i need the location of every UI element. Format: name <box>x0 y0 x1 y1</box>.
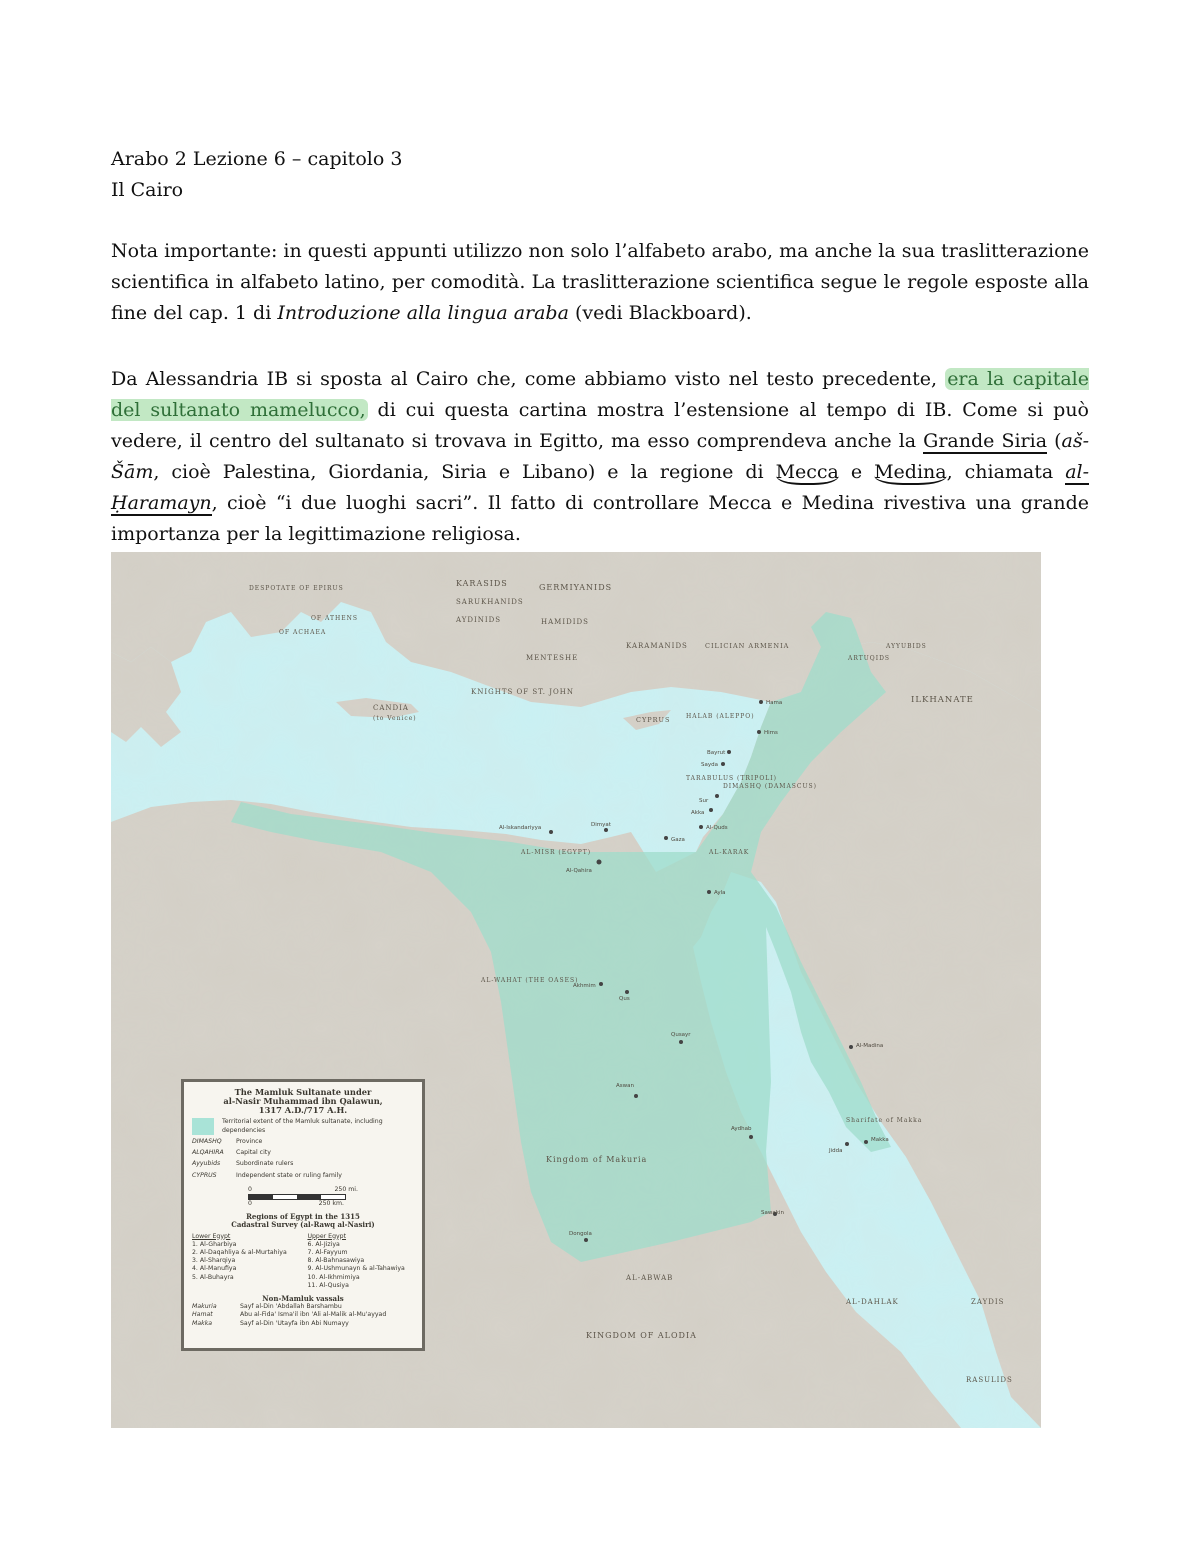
label-despotate: DESPOTATE OF EPIRUS <box>249 585 344 592</box>
city-dot <box>707 890 711 894</box>
text-run: Da Alessandria IB si sposta al Cairo che, come abbiamo visto nel testo precedente, <box>111 368 946 390</box>
city-label: Akka <box>691 810 705 816</box>
label-misr: AL-MISR (EGYPT) <box>521 849 592 856</box>
city-dot <box>849 1045 853 1049</box>
legend-text: Territorial extent of the Mamluk sultanate, including dependencies <box>222 1118 383 1134</box>
city-dot <box>549 830 553 834</box>
legend-row <box>192 1160 414 1168</box>
mamluk-sultanate-map <box>111 552 1041 1428</box>
legend-row <box>192 1149 414 1157</box>
city-dot <box>749 1135 753 1139</box>
vassal-key: Hamat <box>192 1311 213 1319</box>
city-label: Aswan <box>616 1083 634 1089</box>
city-label: Gaza <box>671 837 685 843</box>
city-label: Bayrut <box>707 750 726 756</box>
label-cyprus: CYPRUS <box>636 716 671 724</box>
legend-title: The Mamluk Sultanate under <box>234 1087 372 1097</box>
lower-egypt-header: Lower Egypt <box>192 1232 231 1240</box>
label-sarukhanids: SARUKHANIDS <box>456 598 524 606</box>
legend-text: Capital city <box>236 1149 271 1157</box>
label-candia: CANDIA <box>373 704 409 712</box>
label-athens: OF ATHENS <box>311 615 358 622</box>
region-item: 4. Al-Manufiya <box>192 1265 237 1273</box>
city-label: Dongola <box>569 1231 592 1237</box>
region-item: 2. Al-Daqahliya & al-Murtahiya <box>192 1249 287 1257</box>
legend-row <box>192 1138 414 1146</box>
city-label: Al-Qahira <box>566 868 592 874</box>
label-karak: AL-KARAK <box>709 849 750 856</box>
underlined-grande-siria: Grande Siria <box>923 430 1048 452</box>
city-label: Ayla <box>714 890 726 896</box>
note-paragraph <box>111 236 1089 329</box>
underlined-medina: Medina <box>874 461 947 483</box>
region-item: 7. Al-Fayyum <box>307 1249 348 1257</box>
city-dot <box>709 808 713 812</box>
label-hamidids: HAMIDIDS <box>541 618 589 626</box>
region-item: 11. Al-Qusiya <box>307 1281 349 1289</box>
label-wahat: AL-WAHAT (THE OASES) <box>481 977 579 984</box>
scale-bar <box>248 1186 414 1208</box>
vassal-row <box>192 1311 414 1319</box>
region-item: 5. Al-Buhayra <box>192 1273 234 1281</box>
city-label: Qus <box>619 996 630 1002</box>
legend-row-territory <box>192 1118 414 1135</box>
label-cilician: CILICIAN ARMENIA <box>705 642 790 650</box>
scale-zero: 0 <box>248 1185 252 1193</box>
vassal-key: Makka <box>192 1319 213 1327</box>
vassal-value: Abu al-Fida' Isma'il ibn 'Ali al-Malik al-Mu'ayyad <box>240 1311 387 1319</box>
text-run: e <box>838 461 875 483</box>
map-legend <box>181 1079 425 1351</box>
text-run: di cui questa cartina mostra l’estensione al tempo di IB. Come si può vedere, il centro del sultanato si trovava in Egitto, ma esso comprendeva anche la <box>111 399 1089 452</box>
legend-row <box>192 1172 414 1180</box>
label-achaea: OF ACHAEA <box>279 629 327 636</box>
city-dot <box>864 1140 868 1144</box>
transliteration-sham: aš-Šām <box>111 430 1089 483</box>
vassal-row <box>192 1320 414 1328</box>
city-dot <box>625 990 629 994</box>
label-germiyanids: GERMIYANIDS <box>539 583 613 592</box>
vassal-key: Makuria <box>192 1303 217 1311</box>
label-makuria: Kingdom of Makuria <box>546 1155 648 1164</box>
region-item: 10. Al-Ikhmimiya <box>307 1273 360 1281</box>
city-dot <box>584 1238 588 1242</box>
label-ayyubids: AYYUBIDS <box>886 643 927 650</box>
legend-key: DIMASHQ <box>192 1138 222 1145</box>
legend-text: Independent state or ruling family <box>236 1171 342 1179</box>
vassal-value: Sayf al-Din 'Utayfa ibn Abi Numayy <box>240 1319 349 1327</box>
text-run: , cioè “i due luoghi sacri”. Il fatto di controllare Mecca e Medina rivestiva una grande importanza per la legittimazione religiosa. <box>111 492 1089 545</box>
scale-miles: 250 mi. <box>334 1185 358 1193</box>
vassal-row <box>192 1303 414 1311</box>
underlined-mecca: Mecca <box>775 461 839 483</box>
legend-key: Ayyubids <box>192 1160 221 1168</box>
legend-title: 1317 A.D./717 A.H. <box>258 1105 348 1115</box>
region-item: 1. Al-Gharbiya <box>192 1240 237 1248</box>
city-dot <box>727 750 731 754</box>
label-knights: KNIGHTS OF ST. JOHN <box>471 688 574 696</box>
city-dot <box>679 1040 683 1044</box>
vassal-value: Sayf al-Din 'Abdallah Barshambu <box>240 1303 342 1311</box>
label-artuqids: ARTUQIDS <box>848 655 891 662</box>
legend-key: CYPRUS <box>192 1171 217 1179</box>
city-dot <box>759 700 763 704</box>
city-dot <box>634 1094 638 1098</box>
note-text: in questi appunti utilizzo non solo l’alfabeto arabo, ma anche la sua traslitterazione scientifica in alfabeto latino, per comodità. La traslitterazione scientifica segue le regole esposte alla fine del cap. 1 di <box>111 240 1090 324</box>
label-alodia: KINGDOM OF ALODIA <box>586 1331 697 1340</box>
legend-title: al-Nasir Muhammad ibn Qalawun, <box>223 1096 383 1106</box>
city-label: Al-Iskandariyya <box>499 825 542 831</box>
label-dahlak: AL-DAHLAK <box>846 1298 899 1306</box>
label-menteshe: MENTESHE <box>526 654 579 662</box>
body-paragraph <box>111 364 1089 550</box>
highlighted-text: era la capitale del sultanato mamelucco, <box>111 368 1089 421</box>
region-item: 3. Al-Sharqiya <box>192 1257 236 1265</box>
city-label: Sawakin <box>761 1210 784 1216</box>
regions-columns <box>192 1233 414 1290</box>
lower-egypt-list <box>192 1233 299 1290</box>
city-dot <box>604 828 608 832</box>
label-abwab: AL-ABWAB <box>626 1274 674 1282</box>
upper-egypt-list <box>307 1233 414 1290</box>
legend-key: ALQAHIRA <box>192 1149 224 1157</box>
city-dot <box>715 794 719 798</box>
region-item: 9. Al-Ushmunayn & al-Tahawiya <box>307 1265 405 1273</box>
city-label: Sur <box>699 798 709 804</box>
label-sharifate: Sharifate of Makka <box>846 1117 923 1124</box>
regions-subtitle: Cadastral Survey (al-Rawq al-Nasiri) <box>231 1220 375 1230</box>
note-text-end: (vedi Blackboard). <box>568 302 752 324</box>
city-label: Sayda <box>701 762 718 768</box>
scale-zero: 0 <box>248 1200 252 1208</box>
city-dot <box>845 1142 849 1146</box>
label-rasulids: RASULIDS <box>966 1376 1013 1384</box>
label-aydinids: AYDINIDS <box>456 616 502 624</box>
city-dot <box>721 762 725 766</box>
transliteration-haramayn: al-Ḥaramayn <box>111 461 1090 514</box>
regions-title: Regions of Egypt in the 1315 <box>246 1212 360 1222</box>
label-karamanids: KARAMANIDS <box>626 642 688 650</box>
header <box>111 144 402 206</box>
city-label: Al-Quds <box>706 825 728 831</box>
page-title: Arabo 2 Lezione 6 – capitolo 3 <box>111 148 403 170</box>
city-label: Akhmim <box>573 983 596 989</box>
legend-text: Subordinate rulers <box>236 1160 294 1168</box>
label-karasids: KARASIDS <box>456 579 508 588</box>
region-item: 8. Al-Bahnasawiya <box>307 1257 365 1265</box>
label-tripoli: TARABULUS (TRIPOLI) <box>686 775 777 782</box>
text-run: , cioè Palestina, Giordania, Siria e Libano) e la regione di <box>153 461 776 483</box>
city-dot <box>599 982 603 986</box>
label-zaydis: ZAYDIS <box>971 1298 1005 1306</box>
region-item: 6. Al-Jiziya <box>307 1240 340 1248</box>
vassals-title: Non-Mamluk vassals <box>262 1294 344 1304</box>
label-damascus: DIMASHQ (DAMASCUS) <box>723 783 817 790</box>
text-run: ( <box>1047 430 1062 452</box>
city-label: Al-Madina <box>856 1043 884 1049</box>
label-venice: (to Venice) <box>373 715 417 722</box>
city-dot <box>664 836 668 840</box>
city-label: Hama <box>766 700 783 706</box>
upper-egypt-header: Upper Egypt <box>307 1232 347 1240</box>
book-title: Introduzione alla lingua araba <box>277 302 569 324</box>
city-label: Hims <box>764 730 778 736</box>
city-dot <box>699 825 703 829</box>
page-subtitle: Il Cairo <box>111 179 184 201</box>
legend-text: Province <box>236 1138 263 1145</box>
city-label: Aydhab <box>731 1126 752 1132</box>
note-lead: Nota importante: <box>111 240 278 262</box>
city-label: Makka <box>871 1137 889 1143</box>
city-label: Qusayr <box>671 1032 691 1038</box>
label-halab: HALAB (ALEPPO) <box>686 713 755 720</box>
scale-km: 250 km. <box>318 1200 344 1208</box>
city-label: Dimyat <box>591 822 611 828</box>
territory-swatch <box>192 1118 214 1135</box>
text-run: , chiamata <box>946 461 1066 483</box>
city-dot <box>757 730 761 734</box>
city-label: Jidda <box>829 1148 843 1154</box>
label-ilkhanate: ILKHANATE <box>911 695 974 705</box>
city-dot <box>597 860 602 865</box>
